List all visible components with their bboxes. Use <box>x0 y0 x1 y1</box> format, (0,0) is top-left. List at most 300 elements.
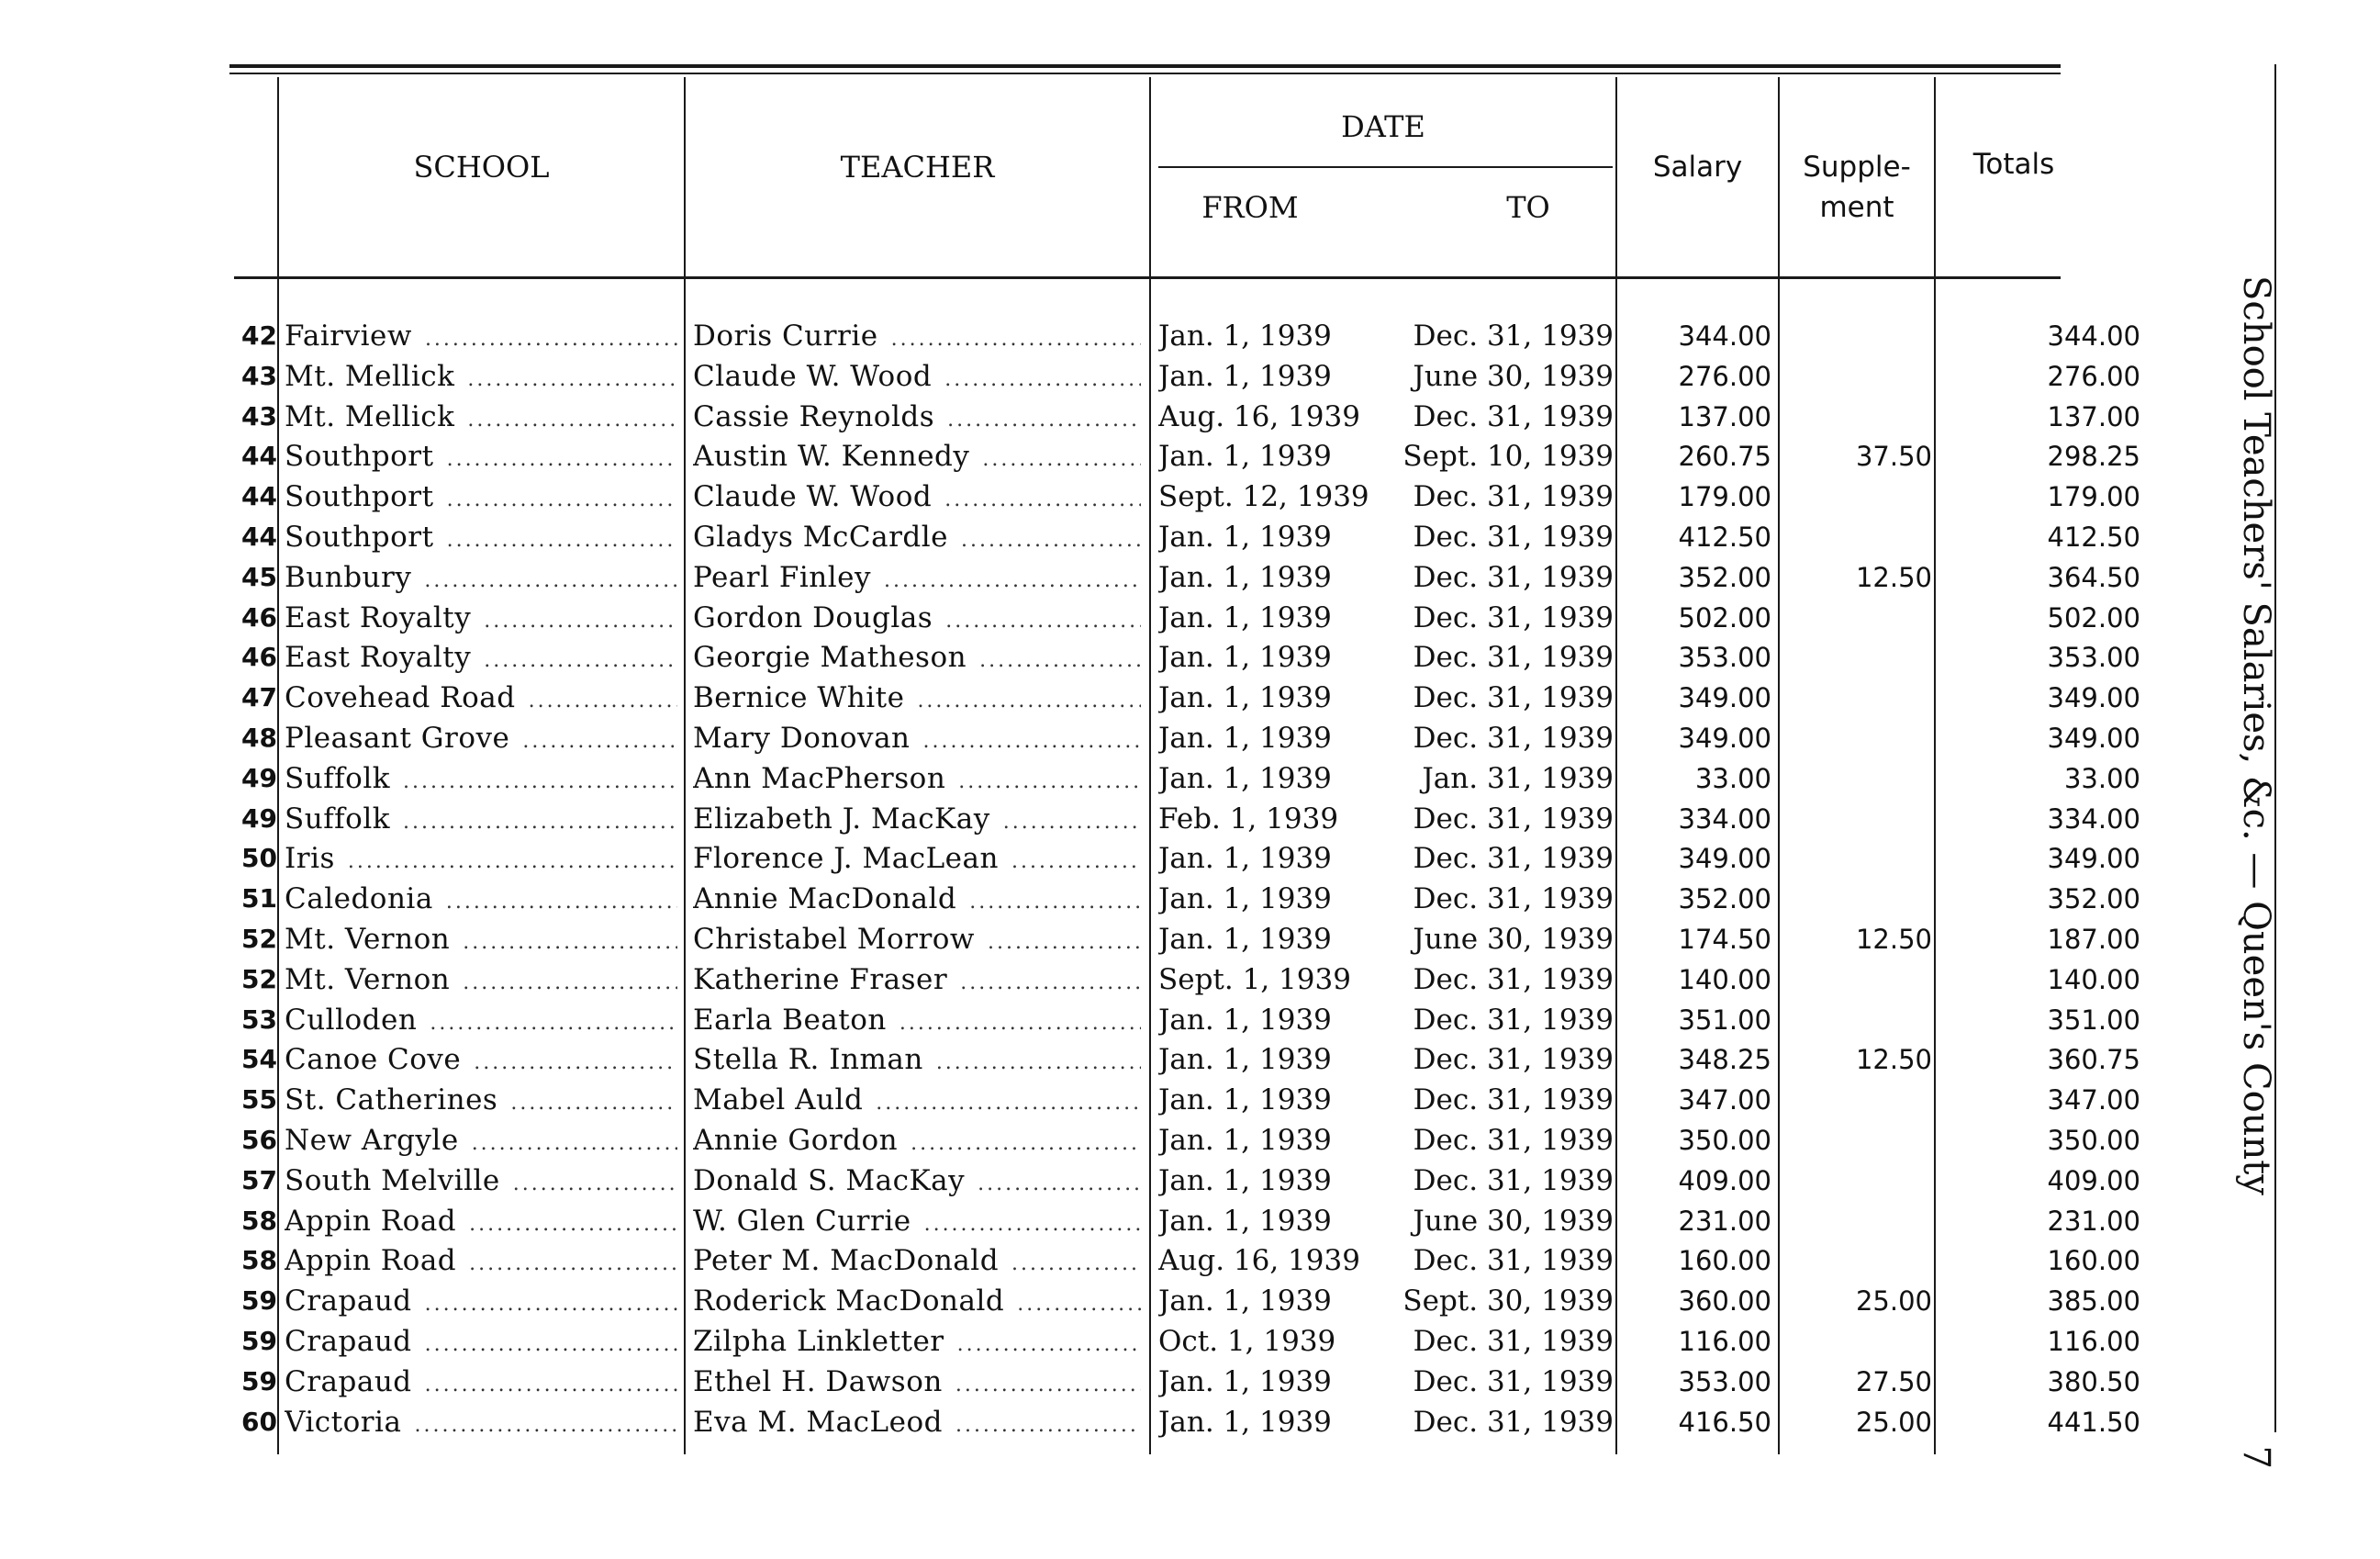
date-to: Dec. 31, 1939 <box>1413 1405 1614 1439</box>
row-number: 44 <box>241 522 277 552</box>
date-from: Jan. 1, 1939 <box>1158 1204 1332 1238</box>
school-cell <box>285 838 677 879</box>
row-number: 49 <box>241 802 277 834</box>
school-cell <box>285 1000 677 1040</box>
teacher-cell <box>693 758 1141 799</box>
leader-dots <box>463 923 677 959</box>
leader-dots <box>474 1043 677 1080</box>
leader-dots <box>947 400 1141 437</box>
header-supplement-line1: Supple- <box>1803 151 1911 184</box>
supplement-value <box>1785 397 1932 437</box>
date-to: Dec. 31, 1939 <box>1413 1043 1614 1077</box>
total-value: 409.00 <box>2047 1164 2140 1196</box>
supplement-value <box>1785 838 1932 879</box>
supplement-value: 25.00 <box>1855 1285 1932 1318</box>
salary-value: 502.00 <box>1678 601 1771 634</box>
date-to: Dec. 31, 1939 <box>1413 1003 1614 1037</box>
teacher-name: Eva M. MacLeod <box>693 1405 943 1439</box>
total-value: 231.00 <box>2047 1205 2140 1237</box>
leader-dots <box>513 1164 677 1201</box>
total-value: 179.00 <box>2047 481 2140 513</box>
table-row <box>0 397 2380 437</box>
salary-value: 416.50 <box>1678 1406 1771 1438</box>
school-name: Appin Road <box>285 1204 457 1238</box>
date-from: Jan. 1, 1939 <box>1158 1083 1332 1117</box>
leader-dots <box>982 440 1141 477</box>
supplement-value <box>1785 1000 1932 1040</box>
school-name: East Royalty <box>285 641 472 675</box>
row-number: 58 <box>241 1245 277 1276</box>
date-to: Sept. 30, 1939 <box>1402 1284 1614 1318</box>
leader-dots <box>522 722 677 758</box>
teacher-cell <box>693 316 1141 356</box>
date-from: Jan. 1, 1939 <box>1158 440 1332 474</box>
teacher-cell <box>693 838 1141 879</box>
table-row <box>0 799 2380 839</box>
school-cell <box>285 919 677 959</box>
teacher-name: Georgie Matheson <box>693 641 967 675</box>
school-cell <box>285 879 677 919</box>
supplement-value <box>1785 1080 1932 1120</box>
date-to: Dec. 31, 1939 <box>1413 802 1614 836</box>
teacher-cell <box>693 1080 1141 1120</box>
side-caption <box>2219 275 2293 1469</box>
date-to: Dec. 31, 1939 <box>1413 1364 1614 1398</box>
supplement-value <box>1785 316 1932 356</box>
table-row <box>0 1039 2380 1080</box>
row-number: 59 <box>241 1285 277 1317</box>
date-from: Jan. 1, 1939 <box>1158 320 1332 353</box>
row-number: 44 <box>241 481 277 512</box>
teacher-name: W. Glen Currie <box>693 1204 911 1238</box>
salary-value: 350.00 <box>1678 1125 1771 1156</box>
date-from: Oct. 1, 1939 <box>1158 1325 1336 1358</box>
leader-dots <box>1003 802 1141 839</box>
leader-dots <box>978 1164 1141 1201</box>
teacher-cell <box>693 1201 1141 1241</box>
teacher-cell <box>693 1000 1141 1040</box>
school-cell <box>285 1120 677 1161</box>
supplement-value <box>1785 1120 1932 1161</box>
date-from: Jan. 1, 1939 <box>1158 1163 1332 1197</box>
teacher-cell <box>693 959 1141 1000</box>
school-cell <box>285 316 677 356</box>
total-value: 160.00 <box>2047 1245 2140 1277</box>
school-name: Bunbury <box>285 560 412 594</box>
teacher-name: Roderick MacDonald <box>693 1284 1005 1318</box>
leader-dots <box>958 762 1141 799</box>
total-value: 298.25 <box>2047 441 2140 473</box>
date-to: Dec. 31, 1939 <box>1413 600 1614 634</box>
leader-dots <box>472 1124 677 1161</box>
leader-dots <box>425 320 677 356</box>
leader-dots <box>899 1004 1141 1040</box>
school-cell <box>285 959 677 1000</box>
leader-dots <box>961 521 1141 557</box>
leader-dots <box>960 963 1141 1000</box>
row-number: 58 <box>241 1205 277 1236</box>
row-number: 59 <box>241 1326 277 1356</box>
table-row <box>0 1362 2380 1402</box>
date-to: Dec. 31, 1939 <box>1413 399 1614 433</box>
date-from: Jan. 1, 1939 <box>1158 1405 1332 1439</box>
side-title: School Teachers' Salaries, &c. — Queen's County <box>2235 275 2277 1195</box>
school-name: South Melville <box>285 1163 500 1197</box>
school-cell <box>285 758 677 799</box>
date-divider-rule <box>1158 166 1613 168</box>
teacher-cell <box>693 879 1141 919</box>
supplement-value <box>1785 598 1932 638</box>
table-row <box>0 1000 2380 1040</box>
leader-dots <box>463 963 677 1000</box>
school-cell <box>285 436 677 477</box>
total-value: 380.50 <box>2047 1365 2140 1397</box>
teacher-name: Doris Currie <box>693 320 878 353</box>
school-cell <box>285 477 677 517</box>
salary-value: 348.25 <box>1678 1044 1771 1076</box>
table-row <box>0 959 2380 1000</box>
school-name: Mt. Mellick <box>285 359 455 393</box>
total-value: 364.50 <box>2047 561 2140 593</box>
school-name: Culloden <box>285 1003 418 1037</box>
salary-value: 344.00 <box>1678 320 1771 352</box>
teacher-name: Annie Gordon <box>693 1124 899 1157</box>
school-name: Pleasant Grove <box>285 722 510 755</box>
leader-dots <box>425 1325 677 1362</box>
table-row <box>0 356 2380 397</box>
row-number: 43 <box>241 400 277 432</box>
school-name: Southport <box>285 521 434 554</box>
total-value: 349.00 <box>2047 682 2140 714</box>
date-from: Feb. 1, 1939 <box>1158 802 1339 836</box>
salary-value: 352.00 <box>1678 561 1771 593</box>
salary-value: 409.00 <box>1678 1164 1771 1196</box>
teacher-name: Cassie Reynolds <box>693 399 935 433</box>
leader-dots <box>969 882 1141 919</box>
leader-dots <box>403 802 677 839</box>
date-to: Dec. 31, 1939 <box>1413 1244 1614 1278</box>
supplement-value: 12.50 <box>1855 1044 1932 1076</box>
total-value: 353.00 <box>2047 642 2140 674</box>
date-to: Dec. 31, 1939 <box>1413 1083 1614 1117</box>
supplement-value: 12.50 <box>1855 561 1932 593</box>
table-row <box>0 1240 2380 1281</box>
row-number: 44 <box>241 441 277 472</box>
total-value: 137.00 <box>2047 400 2140 432</box>
teacher-cell <box>693 678 1141 718</box>
date-from: Sept. 1, 1939 <box>1158 962 1351 996</box>
date-from: Jan. 1, 1939 <box>1158 1043 1332 1077</box>
top-rule-thin <box>229 73 2061 74</box>
salary-value: 349.00 <box>1678 723 1771 754</box>
salary-value: 353.00 <box>1678 1365 1771 1397</box>
total-value: 352.00 <box>2047 883 2140 915</box>
date-to: Jan. 31, 1939 <box>1422 761 1614 795</box>
table-row <box>0 879 2380 919</box>
total-value: 140.00 <box>2047 963 2140 995</box>
total-value: 334.00 <box>2047 802 2140 835</box>
leader-dots <box>430 1004 677 1040</box>
school-name: Victoria <box>285 1405 402 1439</box>
supplement-value <box>1785 356 1932 397</box>
leader-dots <box>988 923 1141 959</box>
leader-dots <box>425 1284 677 1321</box>
date-to: Dec. 31, 1939 <box>1413 1163 1614 1197</box>
date-to: Sept. 10, 1939 <box>1402 440 1614 474</box>
row-number: 43 <box>241 360 277 391</box>
table-row <box>0 557 2380 598</box>
leader-dots <box>917 681 1141 718</box>
teacher-name: Florence J. MacLean <box>693 842 999 876</box>
school-name: Crapaud <box>285 1364 412 1398</box>
date-from: Jan. 1, 1939 <box>1158 600 1332 634</box>
teacher-name: Mabel Auld <box>693 1083 864 1117</box>
teacher-cell <box>693 477 1141 517</box>
supplement-value: 37.50 <box>1855 441 1932 473</box>
table-row <box>0 919 2380 959</box>
school-cell <box>285 637 677 678</box>
table-row <box>0 838 2380 879</box>
teacher-cell <box>693 1362 1141 1402</box>
header-bottom-rule <box>234 276 2061 279</box>
date-to: Dec. 31, 1939 <box>1413 681 1614 715</box>
teacher-name: Earla Beaton <box>693 1003 887 1037</box>
salary-value: 412.50 <box>1678 522 1771 553</box>
leader-dots <box>510 1083 677 1120</box>
date-to: Dec. 31, 1939 <box>1413 480 1614 514</box>
supplement-value <box>1785 517 1932 557</box>
school-name: East Royalty <box>285 600 472 634</box>
salary-value: 334.00 <box>1678 802 1771 835</box>
teacher-name: Ethel H. Dawson <box>693 1364 943 1398</box>
date-to: Dec. 31, 1939 <box>1413 521 1614 554</box>
teacher-name: Christabel Morrow <box>693 923 975 956</box>
leader-dots <box>484 641 677 678</box>
school-name: St. Catherines <box>285 1083 498 1117</box>
teacher-name: Mary Donovan <box>693 722 911 755</box>
date-to: Dec. 31, 1939 <box>1413 320 1614 353</box>
total-value: 344.00 <box>2047 320 2140 352</box>
total-value: 412.50 <box>2047 522 2140 553</box>
header-teacher: TEACHER <box>840 150 995 185</box>
school-cell <box>285 1402 677 1442</box>
supplement-value <box>1785 799 1932 839</box>
row-number: 52 <box>241 924 277 954</box>
teacher-cell <box>693 557 1141 598</box>
date-from: Jan. 1, 1939 <box>1158 359 1332 393</box>
teacher-name: Elizabeth J. MacKay <box>693 802 990 836</box>
teacher-cell <box>693 397 1141 437</box>
teacher-name: Ann MacPherson <box>693 761 946 795</box>
header-date: DATE <box>1341 109 1425 144</box>
supplement-value <box>1785 637 1932 678</box>
salary-value: 349.00 <box>1678 682 1771 714</box>
supplement-value <box>1785 1161 1932 1201</box>
total-value: 385.00 <box>2047 1285 2140 1318</box>
salary-value: 116.00 <box>1678 1326 1771 1357</box>
table-row <box>0 1201 2380 1241</box>
total-value: 33.00 <box>2063 762 2140 794</box>
leader-dots <box>936 1043 1141 1080</box>
salary-value: 352.00 <box>1678 883 1771 915</box>
supplement-value <box>1785 959 1932 1000</box>
leader-dots <box>1011 1244 1141 1281</box>
leader-dots <box>348 842 677 879</box>
school-cell <box>285 1321 677 1362</box>
date-from: Sept. 12, 1939 <box>1158 480 1369 514</box>
salary-value: 231.00 <box>1678 1205 1771 1237</box>
table-row <box>0 436 2380 477</box>
salary-value: 137.00 <box>1678 400 1771 432</box>
header-from: FROM <box>1201 190 1299 225</box>
table-row <box>0 1080 2380 1120</box>
date-from: Jan. 1, 1939 <box>1158 1284 1332 1318</box>
school-cell <box>285 1281 677 1321</box>
date-to: Dec. 31, 1939 <box>1413 842 1614 876</box>
leader-dots <box>469 1205 677 1241</box>
teacher-name: Zilpha Linkletter <box>693 1325 944 1358</box>
teacher-name: Peter M. MacDonald <box>693 1244 1000 1278</box>
row-number: 42 <box>241 320 277 351</box>
row-number: 47 <box>241 682 277 713</box>
school-cell <box>285 557 677 598</box>
teacher-cell <box>693 1120 1141 1161</box>
leader-dots <box>876 1083 1141 1120</box>
supplement-value <box>1785 1240 1932 1281</box>
supplement-value: 27.50 <box>1855 1365 1932 1397</box>
date-to: Dec. 31, 1939 <box>1413 1325 1614 1358</box>
teacher-name: Pearl Finley <box>693 560 872 594</box>
supplement-value: 25.00 <box>1855 1406 1932 1438</box>
date-from: Jan. 1, 1939 <box>1158 761 1332 795</box>
school-cell <box>285 1201 677 1241</box>
teacher-cell <box>693 799 1141 839</box>
school-name: Crapaud <box>285 1325 412 1358</box>
school-name: Mt. Vernon <box>285 962 451 996</box>
total-value: 276.00 <box>2047 360 2140 392</box>
leader-dots <box>425 1365 677 1402</box>
school-cell <box>285 356 677 397</box>
salary-value: 160.00 <box>1678 1245 1771 1277</box>
salary-value: 351.00 <box>1678 1004 1771 1036</box>
teacher-name: Austin W. Kennedy <box>693 440 970 474</box>
leader-dots <box>944 360 1141 397</box>
teacher-cell <box>693 1321 1141 1362</box>
salary-value: 349.00 <box>1678 843 1771 875</box>
school-cell <box>285 799 677 839</box>
leader-dots <box>467 360 677 397</box>
supplement-value <box>1785 477 1932 517</box>
school-name: Suffolk <box>285 802 391 836</box>
school-cell <box>285 718 677 758</box>
teacher-cell <box>693 517 1141 557</box>
table-row <box>0 316 2380 356</box>
salary-value: 174.50 <box>1678 924 1771 955</box>
leader-dots <box>955 1365 1141 1402</box>
teacher-name: Annie MacDonald <box>693 882 957 916</box>
row-number: 49 <box>241 762 277 793</box>
header-salary: Salary <box>1652 151 1743 184</box>
total-value: 347.00 <box>2047 1084 2140 1116</box>
supplement-value <box>1785 879 1932 919</box>
supplement-value <box>1785 678 1932 718</box>
teacher-name: Katherine Fraser <box>693 962 948 996</box>
row-number: 55 <box>241 1084 277 1116</box>
school-cell <box>285 1039 677 1080</box>
school-name: Covehead Road <box>285 681 516 715</box>
date-from: Jan. 1, 1939 <box>1158 1124 1332 1157</box>
table-row <box>0 517 2380 557</box>
row-number: 53 <box>241 1004 277 1035</box>
leader-dots <box>424 561 677 598</box>
teacher-cell <box>693 356 1141 397</box>
school-cell <box>285 1362 677 1402</box>
school-cell <box>285 598 677 638</box>
table-row <box>0 598 2380 638</box>
table-row <box>0 477 2380 517</box>
teacher-cell <box>693 1281 1141 1321</box>
leader-dots <box>945 601 1141 638</box>
date-to: June 30, 1939 <box>1413 1204 1614 1238</box>
teacher-name: Donald S. MacKay <box>693 1163 966 1197</box>
salary-value: 140.00 <box>1678 963 1771 995</box>
teacher-name: Bernice White <box>693 681 905 715</box>
date-from: Jan. 1, 1939 <box>1158 842 1332 876</box>
teacher-name: Gordon Douglas <box>693 600 933 634</box>
date-from: Jan. 1, 1939 <box>1158 882 1332 916</box>
table-row <box>0 718 2380 758</box>
teacher-cell <box>693 1161 1141 1201</box>
leader-dots <box>447 521 677 557</box>
row-number: 56 <box>241 1125 277 1155</box>
teacher-cell <box>693 1240 1141 1281</box>
table-row <box>0 758 2380 799</box>
header-supplement-line2: ment <box>1819 191 1894 224</box>
row-number: 45 <box>241 561 277 592</box>
date-to: June 30, 1939 <box>1413 359 1614 393</box>
school-name: Mt. Vernon <box>285 923 451 956</box>
leader-dots <box>403 762 677 799</box>
school-name: Appin Road <box>285 1244 457 1278</box>
teacher-name: Claude W. Wood <box>693 480 933 514</box>
teacher-cell <box>693 1039 1141 1080</box>
teacher-cell <box>693 1402 1141 1442</box>
leader-dots <box>923 722 1141 758</box>
leader-dots <box>924 1205 1141 1241</box>
salary-value: 260.75 <box>1678 441 1771 473</box>
page-number: 7 <box>2235 1445 2277 1469</box>
school-name: Fairview <box>285 320 412 353</box>
leader-dots <box>891 320 1141 356</box>
supplement-value: 12.50 <box>1855 924 1932 955</box>
date-from: Jan. 1, 1939 <box>1158 1364 1332 1398</box>
date-from: Jan. 1, 1939 <box>1158 641 1332 675</box>
school-cell <box>285 1240 677 1281</box>
school-cell <box>285 517 677 557</box>
supplement-value <box>1785 758 1932 799</box>
teacher-name: Stella R. Inman <box>693 1043 923 1077</box>
salary-value: 360.00 <box>1678 1285 1771 1318</box>
school-name: Caledonia <box>285 882 433 916</box>
teacher-cell <box>693 718 1141 758</box>
top-rule <box>229 64 2061 68</box>
date-to: Dec. 31, 1939 <box>1413 641 1614 675</box>
table-row <box>0 1321 2380 1362</box>
school-name: Canoe Cove <box>285 1043 462 1077</box>
date-to: Dec. 31, 1939 <box>1413 1124 1614 1157</box>
school-name: Southport <box>285 480 434 514</box>
total-value: 502.00 <box>2047 601 2140 634</box>
